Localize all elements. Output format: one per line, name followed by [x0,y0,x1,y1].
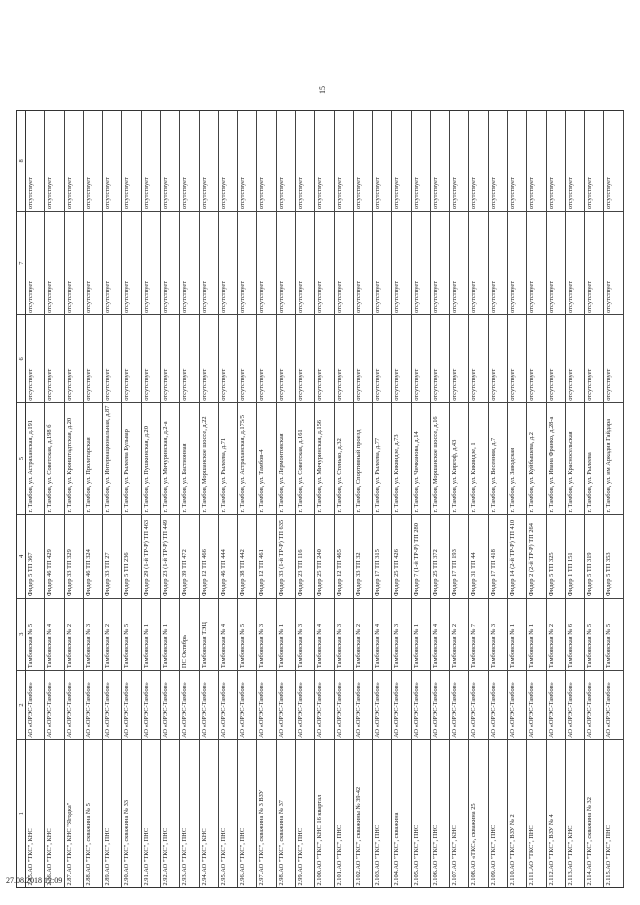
footer-timestamp: 27.08.2018 12:09 [6,876,63,885]
table-cell: отсутствует [585,314,603,402]
page-number: 15 [318,86,327,94]
table-row [84,111,103,887]
table-row [585,111,604,887]
table-cell: отсутствует [142,314,160,402]
table-cell: отсутствует [469,211,487,315]
table-cell: отсутствует [238,314,256,402]
table-cell: отсутствует [200,211,218,315]
table-cell: 2.112.АО "ТКС", ВЗУ № 4 [547,739,565,887]
table-cell: АО «ОРЭС-Тамбов» [103,670,121,740]
table-row [277,111,296,887]
table-cell: отсутствует [586,177,594,210]
table-cell: 2.110.АО "ТКС", ВЗУ № 2 [508,739,526,887]
table-cell: г. Тамбов, ул. Мичуринская, д.156 [315,402,333,514]
table-row [65,111,84,887]
table-body [26,110,624,888]
table-cell: Фидер 14 (2-й ТР-Р) ТП 410 [508,514,526,598]
table-cell: 2.90.АО "ТКС", скважина № 33 [122,739,140,887]
header-cell: 5 [17,402,25,514]
table-cell: 2.96.АО "ТКС", ПНС [238,739,256,887]
table-cell: отсутствует [547,211,565,315]
table-cell: отсутствует [412,314,430,402]
table-cell: АО «ОРЭС-Тамбов» [431,670,449,740]
table-row [431,111,450,887]
table-cell: отсутствует [161,211,179,315]
table-cell: АО «ОРЭС-Тамбов» [161,670,179,740]
table-cell: г. Тамбов, ул. Интернациональная, д.87 [103,402,121,514]
table-cell: АО «ОРЭС-Тамбов» [604,670,622,740]
table-cell: отсутствует [104,177,112,210]
table-cell: г. Тамбов, ул. Заводская [508,402,526,514]
table-cell: г. Тамбов, ул. Мичуринская, д.2-а [161,402,179,514]
table-cell: г. Тамбов, ул. Киргоф, д.43 [450,402,468,514]
table-cell: отсутствует [508,211,526,315]
table-cell: Тамбовская № 2 [65,598,83,670]
table-cell: г. Тамбов, ул. Астраханская, д.175/5 [238,402,256,514]
table-cell: отсутствует [489,211,507,315]
table-cell: отсутствует [566,211,584,315]
table-cell: 2.98.АО "ТКС", скважина № 37 [277,739,295,887]
table-cell: Фидер 12 ТП 466 [200,514,218,598]
table-cell: отсутствует [142,177,150,210]
table-row [604,111,623,887]
table-cell: 2.89.АО "ТКС", ПНС [103,739,121,887]
table-cell: 2.103.АО "ТКС", ПНС [373,739,391,887]
table-cell: отсутствует [180,211,198,315]
table-cell: Тамбовская № 4 [45,598,63,670]
table-cell: г. Тамбов, ул. Пролетарская [84,402,102,514]
table-cell: Тамбовская № 2 [103,598,121,670]
table-cell: АО «ОРЭС-Тамбов» [354,670,372,740]
table-cell: г. Тамбов, ул. Рылеева [585,402,603,514]
table-cell: Тамбовская № 1 [412,598,430,670]
table-cell: отсутствует [335,211,353,315]
table-cell: отсутствует [527,211,545,315]
table-cell: отсутствует [180,314,198,402]
table-cell: ПС Октябрь [180,598,198,670]
table-row [392,111,411,887]
header-cell: 3 [17,598,25,670]
table-cell: г. Тамбов, Моршанское шоссе, д.16 [431,402,449,514]
table-cell: отсутствует [84,177,92,210]
table-cell: АО «ОРЭС-Тамбов» [65,670,83,740]
table-cell: г. Тамбов, ул. Лермонтовская [277,402,295,514]
table-cell: г. Тамбов, ул. Рылеева Бульвар [122,402,140,514]
table-cell: Тамбовская № 1 [508,598,526,670]
table-cell: 2.104.АО "ТКС", скважина [392,739,410,887]
table-cell: отсутствует [316,177,324,210]
header-cell: 4 [17,514,25,598]
table-cell: отсутствует [45,314,63,402]
table-cell: отсутствует [161,177,169,210]
table-cell: г. Тамбов, ул. Куйбышева, д.2 [527,402,545,514]
table-cell: Тамбовская № 2 [354,598,372,670]
table-cell: Фидер 5 ТП 236 [122,514,140,598]
table-cell: отсутствует [412,211,430,315]
table-cell: г. Тамбов, ул. Кронштадтская, д.20 [65,402,83,514]
table-cell: Тамбовская № 4 [373,598,391,670]
table-cell: Фидер 12 ТП 465 [335,514,353,598]
table-cell: отсутствует [103,314,121,402]
table-cell: отсутствует [604,314,622,402]
table-cell: г. Тамбов, ул. Тамбов-4 [257,402,275,514]
table-cell: Тамбовская № 3 [335,598,353,670]
table-cell: Тамбовская № 2 [547,598,565,670]
table-cell: Тамбовская № 5 [585,598,603,670]
table-cell: Тамбовская № 7 [469,598,487,670]
table-cell: отсутствует [277,314,295,402]
table-row [373,111,392,887]
table-cell: 2.108.АО «ТКС», скважина 25 [469,739,487,887]
table-cell: 2.97.АО "ТКС", скважина № 3 ВЗУ [257,739,275,887]
table-cell: отсутствует [257,211,275,315]
table-cell: отсутствует [84,211,102,315]
table-cell: Фидер 33 ТП 27 [103,514,121,598]
table-cell: АО «ОРЭС-Тамбов» [527,670,545,740]
table-cell: 2.93.АО "ТКС", ПНС [180,739,198,887]
table-row [527,111,546,887]
table-cell: отсутствует [27,177,34,210]
table-cell: Фидер 23 ТП 116 [296,514,314,598]
table-cell: г. Тамбов, ул. Чичканова, д.14 [412,402,430,514]
table-cell: АО «ОРЭС-Тамбов» [122,670,140,740]
table-cell: Тамбовская № 4 [315,598,333,670]
table-cell: Тамбовская ТЭЦ [200,598,218,670]
table-cell: Фидер 25 ТП 372 [431,514,449,598]
table-row [469,111,488,887]
table-cell: АО «ОРЭС-Тамбов» [200,670,218,740]
table-cell: отсутствует [26,314,44,402]
table-cell: отсутствует [374,177,382,210]
table-cell: отсутствует [219,314,237,402]
table-cell: АО «ОРЭС-Тамбов» [450,670,468,740]
table-cell: АО «ОРЭС-Тамбов» [257,670,275,740]
table-cell: 2.106.АО "ТКС", ПНС [431,739,449,887]
table-cell: отсутствует [604,211,622,315]
table-cell: АО «ОРЭС-Тамбов» [373,670,391,740]
table-cell: отсутствует [123,177,131,210]
table-cell: г. Тамбов, ул. Бастионная [180,402,198,514]
table-cell: отсутствует [431,314,449,402]
table-cell: отсутствует [412,177,420,210]
header-cell: 8 [18,159,25,163]
table-cell: Фидер 25 ТП 240 [315,514,333,598]
table-cell: Фидер 1 ТП 151 [566,514,584,598]
table-cell: отсутствует [469,314,487,402]
table-cell: отсутствует [547,314,565,402]
table-cell: 2.107.АО "ТКС", КНС [450,739,468,887]
table-cell: Фидер 46 ТП 444 [219,514,237,598]
table-cell: Фидер 17 ТП 418 [489,514,507,598]
data-table [16,110,624,888]
table-cell: Фидер 5 ТП 319 [585,514,603,598]
table-cell: отсутствует [46,177,54,210]
table-cell: отсутствует [84,314,102,402]
table-cell: отсутствует [528,177,536,210]
header-cell: 1 [17,739,25,887]
table-row [161,111,180,887]
table-cell: отсутствует [489,314,507,402]
table-cell: отсутствует [451,177,459,210]
table-cell: Фидер 46 ТП 429 [45,514,63,598]
table-cell: отсутствует [45,211,63,315]
table-cell: АО «ОРЭС-Тамбов» [45,670,63,740]
table-cell: АО «ОРЭС-Тамбов» [508,670,526,740]
table-cell: Фидер 12 ТП 461 [257,514,275,598]
table-cell: Тамбовская № 3 [257,598,275,670]
table-cell: отсутствует [277,177,285,210]
table-cell: отсутствует [354,177,362,210]
table-cell: отсутствует [315,211,333,315]
table-row [354,111,373,887]
table-row [547,111,566,887]
table-cell: г. Тамбов, ул. Киквидзе, 1 [469,402,487,514]
table-cell: АО «ОРЭС-Тамбов» [335,670,353,740]
table-cell: Тамбовская № 1 [142,598,160,670]
table-cell: 2.87.АО "ТКС", КНС "Ягодка" [65,739,83,887]
table-cell: г. Тамбов, ул. Ивана Франко, д.28-а [547,402,565,514]
table-cell: отсутствует [200,314,218,402]
table-cell: отсутствует [239,177,247,210]
table-row [566,111,585,887]
table-row [489,111,508,887]
table-cell: отсутствует [296,177,304,210]
table-cell: 2.99.АО "ТКС", ПНС [296,739,314,887]
table-cell: АО «ОРЭС-Тамбов» [84,670,102,740]
table-cell: отсутствует [489,177,497,210]
table-cell: отсутствует [257,314,275,402]
table-cell: 2.114.АО "ТКС", скважина № 32 [585,739,603,887]
table-cell: Фидер 29 (1-й ТР-Р) ТП 463 [142,514,160,598]
table-header-row [16,110,26,888]
table-cell: 2.85.АО "ТКС", КНС [26,739,44,887]
table-cell: Фидер 17 ТП 193 [450,514,468,598]
table-row [450,111,469,887]
table-cell: г. Тамбов, ул. Советская, д.161 [296,402,314,514]
table-row [335,111,354,887]
table-cell: Тамбовская № 5 [238,598,256,670]
table-row [257,111,276,887]
table-cell: отсутствует [142,211,160,315]
table-cell: отсутствует [354,314,372,402]
table-cell: отсутствует [547,177,555,210]
table-row [238,111,257,887]
table-cell: Тамбовская № 4 [431,598,449,670]
table-cell: г. Тамбов, Моршанское шоссе, д.22 [200,402,218,514]
table-cell: отсутствует [373,211,391,315]
table-cell: отсутствует [431,211,449,315]
table-cell: отсутствует [393,177,401,210]
table-cell: отсутствует [219,211,237,315]
table-cell: Тамбовская № 3 [296,598,314,670]
table-cell: отсутствует [238,211,256,315]
table-cell: 2.95.АО "ТКС", ПНС [219,739,237,887]
table-cell: 2.102.АО "ТКС", скважины № 39-42 [354,739,372,887]
table-cell: Фидер 25 ТП 426 [392,514,410,598]
table-cell: отсутствует [566,314,584,402]
table-cell: Тамбовская № 1 [527,598,545,670]
table-row [219,111,238,887]
table-cell: г. Тамбов, ул. Рылеева, д.77 [373,402,391,514]
table-cell: АО «ОРЭС-Тамбов» [392,670,410,740]
table-cell: г. Тамбов, ул. Пушкинская, д.20 [142,402,160,514]
table-row [200,111,219,887]
table-cell: АО «ОРЭС-Тамбов» [412,670,430,740]
header-cell: 2 [17,670,25,740]
table-row [45,111,64,887]
table-cell: отсутствует [315,314,333,402]
table-cell: отсутствует [219,177,227,210]
table-cell: Фидер 5 ТП 353 [604,514,622,598]
table-row [296,111,315,887]
table-cell: Фидер 17 ТП 315 [373,514,391,598]
table-cell: АО «ОРЭС-Тамбов» [315,670,333,740]
table-cell: отсутствует [26,211,44,315]
table-cell: отсутствует [392,211,410,315]
table-row [508,111,527,887]
table-row [103,111,122,887]
table-row [315,111,334,887]
table-cell: г. Тамбов, ул. Рылеева, д.71 [219,402,237,514]
table-cell: г. Тамбов, ул. Стенько, д.32 [335,402,353,514]
table-cell: Фидер 5 ТП 367 [26,514,44,598]
table-cell: 2.88.АО "ТКС", скважина № 5 [84,739,102,887]
table-cell: Тамбовская № 5 [122,598,140,670]
table-cell: Тамбовская № 3 [84,598,102,670]
table-row [180,111,199,887]
table-row [412,111,431,887]
table-cell: 2.86.АО "ТКС", КНС [45,739,63,887]
table-cell: отсутствует [65,211,83,315]
table-cell: АО «ОРЭС-Тамбов» [180,670,198,740]
table-cell: Тамбовская № 3 [489,598,507,670]
table-cell: АО «ОРЭС-Тамбов» [489,670,507,740]
table-cell: Фидер 2 (2-й ТР-Р) ТП 264 [527,514,545,598]
table-cell: г. Тамбов, ул. Киквидзе, д.73 [392,402,410,514]
table-cell: Фидер 33 ТП 32 [354,514,372,598]
table-cell: АО «ОРЭС-Тамбов» [296,670,314,740]
table-row [142,111,161,887]
table-cell: отсутствует [450,211,468,315]
table-cell: Фидер 23 (1-й ТР-Р) ТП 449 [161,514,179,598]
table-cell: отсутствует [585,211,603,315]
table-cell: отсутствует [431,177,439,210]
table-cell: АО «ОРЭС-Тамбов» [219,670,237,740]
table-cell: отсутствует [65,314,83,402]
table-cell: отсутствует [354,211,372,315]
table-cell: 2.115.АО "ТКС", ПНС [604,739,622,887]
table-cell: отсутствует [296,314,314,402]
table-cell: отсутствует [65,177,73,210]
table-cell: отсутствует [373,314,391,402]
table-cell: 2.109.АО "ТКС", ПНС [489,739,507,887]
table-cell: Фидер 33 (1-й ТР-Р) ТП 635 [277,514,295,598]
table-cell: Фидер 38 ТП 442 [238,514,256,598]
table-cell: г. Тамбов, ул. Астраханская, д.191 [26,402,44,514]
table-cell: отсутствует [450,314,468,402]
table-cell: Тамбовская № 1 [161,598,179,670]
table-cell: АО «ОРЭС-Тамбов» [238,670,256,740]
table-cell: Тамбовская № 1 [277,598,295,670]
table-cell: отсутствует [605,177,613,210]
table-cell: Тамбовская № 6 [566,598,584,670]
table-cell: г. Тамбов, ул. Советская, д.198 б [45,402,63,514]
table-cell: Тамбовская № 3 [392,598,410,670]
table-row [122,111,141,887]
table-cell: отсутствует [335,177,343,210]
table-cell: отсутствует [161,314,179,402]
table-cell: АО «ОРЭС-Тамбов» [566,670,584,740]
table-cell: отсутствует [509,177,517,210]
table-cell: отсутствует [277,211,295,315]
table-cell: АО «ОРЭС-Тамбов» [26,670,44,740]
table-cell: 2.92.АО "ТКС", ПНС [161,739,179,887]
table-cell: отсутствует [335,314,353,402]
table-cell: АО «ОРЭС-Тамбов» [585,670,603,740]
table-cell: АО «ОРЭС-Тамбов» [277,670,295,740]
table-cell: г. Тамбов, ул. Красносельская [566,402,584,514]
table-cell: Тамбовская № 4 [219,598,237,670]
table-cell: 2.94.АО "ТКС", КНС [200,739,218,887]
table-cell: отсутствует [103,211,121,315]
header-cell: 7 [17,211,25,315]
header-cell: 6 [17,314,25,402]
table-cell: Фидер 33 ТП 329 [65,514,83,598]
table-cell: отсутствует [200,177,208,210]
table-cell: г. Тамбов, ул. Весенняя, д.7 [489,402,507,514]
table-cell: отсутствует [566,177,574,210]
table-cell: отсутствует [470,177,478,210]
table-cell: АО «ОРЭС-Тамбов» [142,670,160,740]
table-cell: отсутствует [508,314,526,402]
table-cell: 2.105.АО "ТКС", ПНС [412,739,430,887]
table-cell: 2.111.АО "ТКС", ПНС [527,739,545,887]
table-row [26,111,45,887]
table-cell: отсутствует [181,177,189,210]
table-cell: отсутствует [122,211,140,315]
table-cell: 2.91.АО "ТКС", ПНС [142,739,160,887]
table-cell: Тамбовская № 5 [604,598,622,670]
table-cell: АО «ОРЭС-Тамбов» [469,670,487,740]
table-cell: Фидер 5 ТП 325 [547,514,565,598]
table-cell: отсутствует [258,177,266,210]
table-cell: 2.101.АО "ТКС", ПНС [335,739,353,887]
table-cell: Тамбовская № 2 [450,598,468,670]
table-cell: 2.113.АО "ТКС", КНС [566,739,584,887]
table-cell: г. Тамбов, Спортивный проезд [354,402,372,514]
table-cell: Тамбовская № 5 [26,598,44,670]
table-cell: отсутствует [527,314,545,402]
table-cell: г. Тамбов, ул. им Аркадия Гайдара [604,402,622,514]
table-cell: отсутствует [392,314,410,402]
table-cell: Фидер 31 ТП 44 [469,514,487,598]
table-cell: Фидер 46 ТП 324 [84,514,102,598]
table-cell: 2.100.АО "ТКС", КНС 16 квартал [315,739,333,887]
table-cell: отсутствует [296,211,314,315]
table-cell: Фидер 7 (1-й ТР-Р) ТП 280 [412,514,430,598]
table-cell: Фидер 39 ТП 472 [180,514,198,598]
table-cell: отсутствует [122,314,140,402]
table-cell: АО «ОРЭС-Тамбов» [547,670,565,740]
